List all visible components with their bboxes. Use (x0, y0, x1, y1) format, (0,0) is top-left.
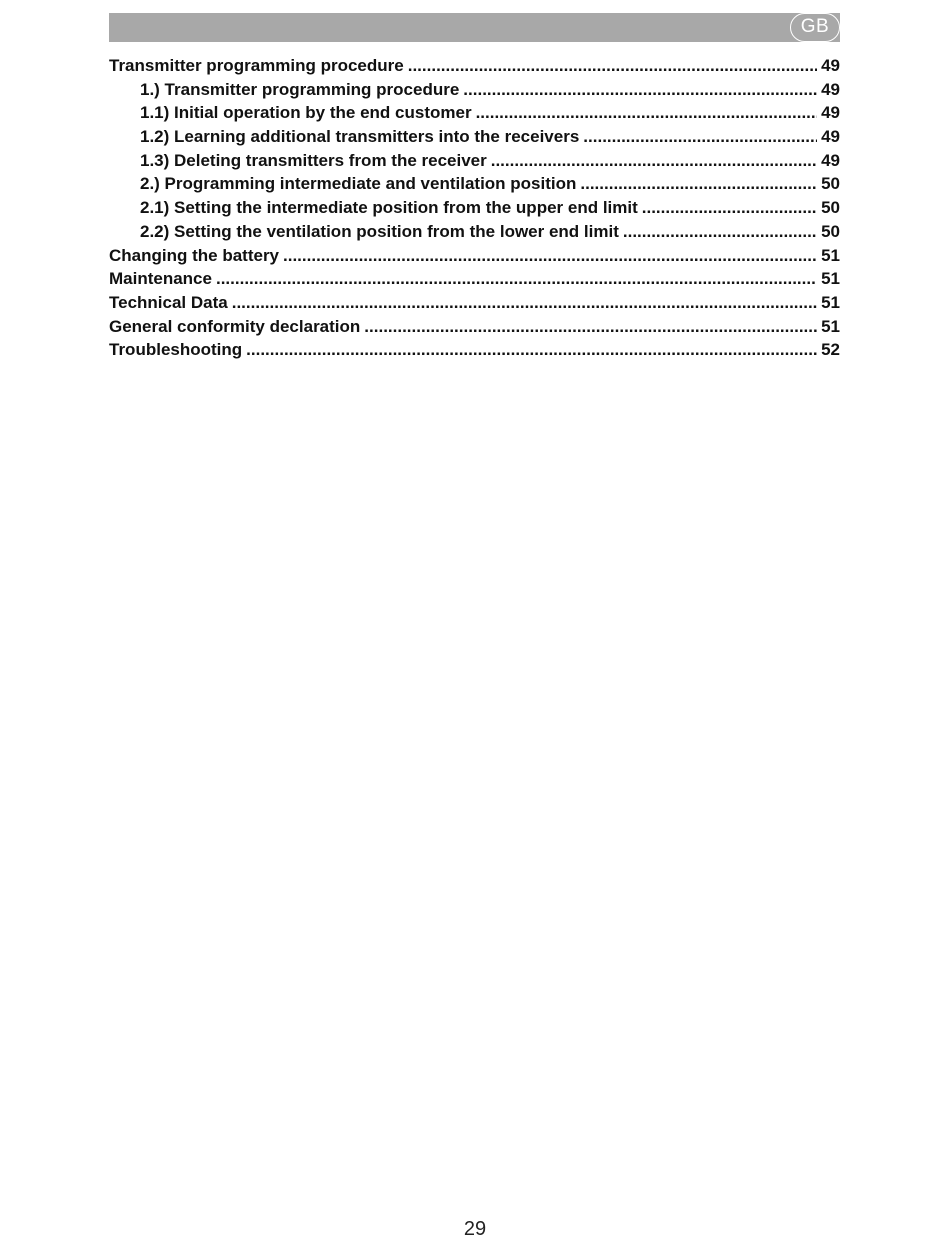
toc-dot-leader (408, 56, 817, 76)
toc-entry-title: 1.) Transmitter programming procedure (140, 79, 460, 99)
toc-entry-page: 50 (821, 198, 840, 218)
toc-entry-title: 1.3) Deleting transmitters from the receiver (140, 150, 487, 170)
toc-entry-page: 51 (821, 292, 840, 312)
toc-entry-page: 49 (821, 79, 840, 99)
toc-entry-page: 50 (821, 221, 840, 241)
toc-entry[interactable] (109, 103, 840, 127)
toc-entry-title: Technical Data (109, 292, 228, 312)
toc-entry[interactable] (109, 222, 840, 246)
toc-entry[interactable] (109, 317, 840, 341)
toc-dot-leader (623, 222, 817, 242)
toc-entry-page: 49 (821, 56, 840, 75)
toc-dot-leader (583, 127, 817, 147)
toc-entry-page: 49 (821, 103, 840, 123)
toc-entry[interactable] (109, 174, 840, 198)
toc-dot-leader (580, 174, 817, 194)
toc-entry[interactable] (109, 198, 840, 222)
table-of-contents (109, 56, 840, 364)
toc-entry-title: 2.) Programming intermediate and ventilation position (140, 174, 577, 194)
toc-dot-leader (476, 103, 818, 123)
toc-entry[interactable] (109, 269, 840, 293)
header-bar (109, 13, 840, 42)
language-badge: GB (790, 13, 840, 42)
toc-entry-title: Transmitter programming procedure (109, 56, 404, 75)
toc-entry[interactable] (109, 340, 840, 364)
toc-entry[interactable] (109, 127, 840, 151)
toc-dot-leader (463, 80, 817, 100)
toc-entry-page: 51 (821, 245, 840, 265)
toc-entry[interactable] (109, 56, 840, 80)
toc-entry-title: Maintenance (109, 269, 212, 289)
toc-dot-leader (364, 317, 817, 337)
toc-dot-leader (246, 340, 817, 360)
toc-dot-leader (491, 151, 817, 171)
toc-entry-title: 2.2) Setting the ventilation position from the lower end limit (140, 221, 619, 241)
toc-entry-title: General conformity declaration (109, 316, 361, 336)
toc-entry[interactable] (109, 246, 840, 270)
toc-entry-title: Changing the battery (109, 245, 280, 265)
toc-entry-title: 1.1) Initial operation by the end customer (140, 103, 472, 123)
toc-entry-page: 52 (821, 340, 840, 360)
toc-entry-page: 49 (821, 150, 840, 170)
toc-dot-leader (283, 246, 817, 266)
page-number: 29 (463, 1218, 487, 1240)
toc-entry-title: 1.2) Learning additional transmitters into the receivers (140, 127, 580, 147)
toc-entry[interactable] (109, 80, 840, 104)
toc-dot-leader (232, 293, 817, 313)
toc-entry-page: 51 (821, 269, 840, 289)
toc-entry[interactable] (109, 151, 840, 175)
toc-entry-title: 2.1) Setting the intermediate position from the upper end limit (140, 198, 638, 218)
toc-entry-page: 49 (821, 127, 840, 147)
toc-dot-leader (216, 269, 817, 289)
toc-entry-page: 51 (821, 316, 840, 336)
toc-entry-title: Troubleshooting (109, 340, 243, 360)
toc-entry[interactable] (109, 293, 840, 317)
toc-dot-leader (642, 198, 817, 218)
toc-entry-page: 50 (821, 174, 840, 194)
